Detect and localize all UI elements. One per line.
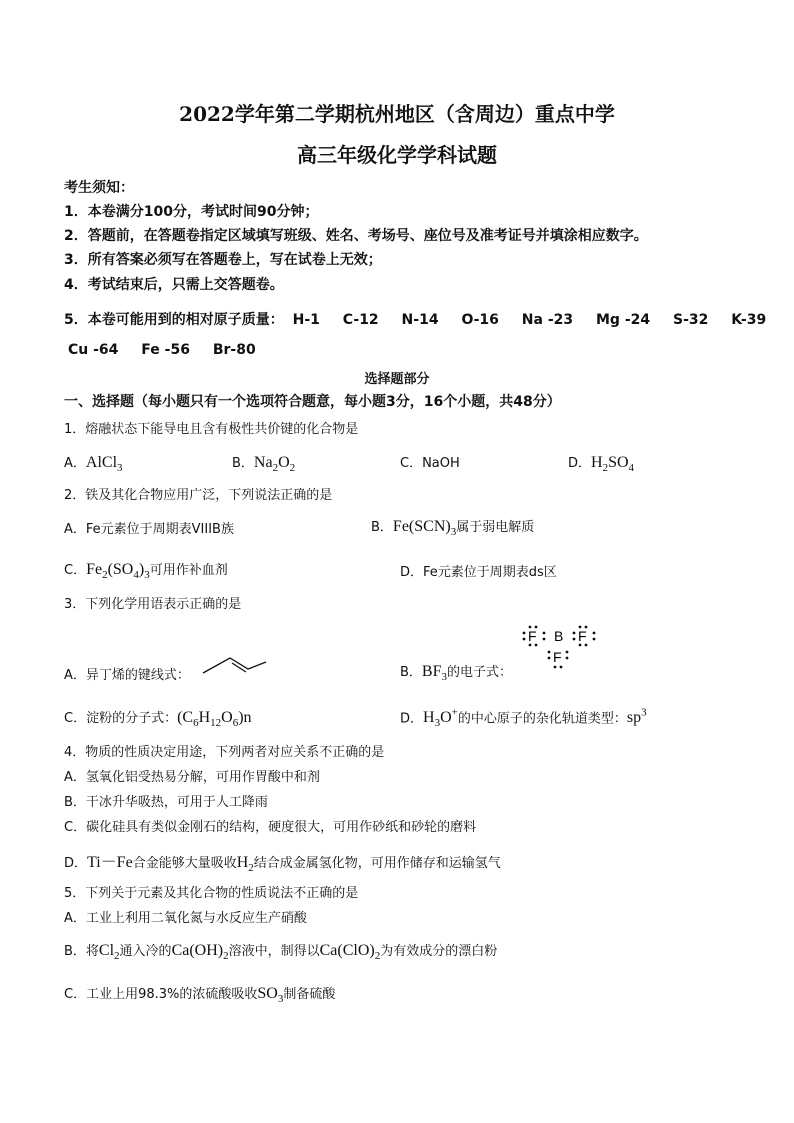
q3-option-a: A．异丁烯的键线式： xyxy=(64,668,190,683)
atomic-mass: C-12 xyxy=(342,312,379,328)
option-label: D． xyxy=(568,456,592,471)
q4-option-a: A．氢氧化铝受热易分解，可用作胃酸中和剂 xyxy=(64,770,320,785)
option-label: B． xyxy=(400,665,422,680)
atomic-mass: H-1 xyxy=(292,312,320,328)
q3-option-c xyxy=(64,707,252,729)
alloy-formula: Ti－Fe xyxy=(87,854,133,871)
q1-stem: 1．熔融状态下能导电且含有极性共价键的化合物是 xyxy=(64,422,359,437)
option-label: D． xyxy=(400,711,424,727)
bf3-b: B xyxy=(554,628,564,644)
chem-formula: $BF_3$ xyxy=(421,663,447,684)
notice-item-5 xyxy=(64,309,784,329)
q1-option-d xyxy=(568,452,634,474)
option-text: 合金能够大量吸收 xyxy=(132,856,237,871)
option-label: B． xyxy=(371,520,393,535)
option-label: B． xyxy=(232,456,254,471)
q4-option-b: B．干冰升华吸热，可用于人工降雨 xyxy=(64,795,268,810)
q2-option-a: A．Fe元素位于周期表VIIIB族 xyxy=(64,522,234,537)
formula-text: H xyxy=(591,454,603,471)
chem-formula: $Fe(SCN)_3$ xyxy=(392,518,457,539)
notice-heading: 考生须知： xyxy=(64,180,134,196)
option-text: 结合成金属氢化物，可用作储存和运输氢气 xyxy=(253,856,501,871)
option-text: 属于弱电解质 xyxy=(456,520,535,535)
chem-formula: $Ca(ClO)_2$ xyxy=(319,942,381,963)
option-text: 的电子式： xyxy=(447,665,513,680)
option-text: 通入冷的 xyxy=(119,944,172,959)
option-text: 的中心原子的杂化轨道类型： xyxy=(457,711,627,727)
chem-formula: $SO_3$ xyxy=(257,985,284,1006)
q2-option-b xyxy=(371,516,534,538)
option-text: 制备硫酸 xyxy=(283,987,336,1002)
chem-formula: $H_3O^+$ xyxy=(423,707,458,730)
option-text: 为有效成分的漂白粉 xyxy=(380,944,498,959)
q3-stem: 3．下列化学用语表示正确的是 xyxy=(64,597,242,612)
option-label: C． xyxy=(64,563,87,578)
notice-item-2: 2．答题前，在答题卷指定区域填写班级、姓名、考场号、座位号及准考证号并填涂相应数字。 xyxy=(64,228,648,244)
q5-option-b xyxy=(64,940,497,962)
notice-item-3: 3．所有答案必须写在答题卷上，写在试卷上无效； xyxy=(64,252,382,268)
q4-stem: 4．物质的性质决定用途，下列两者对应关系不正确的是 xyxy=(64,745,385,760)
chem-formula: AlCl$_3$ xyxy=(85,454,123,475)
q3-option-d xyxy=(400,707,647,730)
atomic-mass: O-16 xyxy=(461,312,499,328)
bf3-f-bottom: F xyxy=(553,649,562,665)
chem-formula: $Na_2O_2$ xyxy=(253,454,296,475)
option-text: 溶液中，制得以 xyxy=(228,944,320,959)
formula-text: Fe(SCN) xyxy=(392,518,451,535)
atomic-mass: K-39 xyxy=(731,312,767,328)
atomic-mass: S-32 xyxy=(673,312,709,328)
option-label: C． xyxy=(400,456,423,471)
chem-formula: $(C_6H_{12}O_6)n$ xyxy=(177,709,252,730)
chem-formula: $H_2$ xyxy=(236,854,254,875)
formula-text: NaOH xyxy=(422,456,460,471)
option-text: B．将 xyxy=(64,944,99,959)
q4-option-c: C．碳化硅具有类似金刚石的结构，硬度很大，可用作砂纸和砂轮的磨料 xyxy=(64,820,477,835)
option-text: 可用作补血剂 xyxy=(149,563,228,578)
q4-option-d xyxy=(64,849,501,874)
atomic-mass: Fe -56 xyxy=(141,342,190,358)
option-label: D． xyxy=(64,856,88,871)
notice-item-5-label: 5．本卷可能用到的相对原子质量： xyxy=(64,312,284,328)
q3-option-b xyxy=(400,661,512,683)
q1-option-c xyxy=(400,452,460,471)
q5-stem: 5．下列关于元素及其化合物的性质说法不正确的是 xyxy=(64,886,359,901)
chem-formula: $Ca(OH)_2$ xyxy=(171,942,229,963)
atomic-mass: Na -23 xyxy=(521,312,574,328)
section-title: 选择题部分 xyxy=(364,372,430,387)
chem-formula: $H_2SO_4$ xyxy=(591,454,635,475)
formula-text: AlCl xyxy=(85,454,118,471)
isobutene-skeletal-formula xyxy=(200,654,270,678)
q1-option-a xyxy=(64,452,123,474)
atomic-mass: Br-80 xyxy=(212,342,256,358)
bf3-f-left: F xyxy=(528,628,537,644)
atomic-mass: N-14 xyxy=(401,312,439,328)
atomic-masses-row-2 xyxy=(68,342,274,358)
atomic-mass: Mg -24 xyxy=(596,312,651,328)
bf3-f-right: F xyxy=(578,628,587,644)
option-text: C．工业上用98.3%的浓硫酸吸收 xyxy=(64,987,258,1002)
atomic-mass: Cu -64 xyxy=(68,342,119,358)
notice-item-4: 4．考试结束后，只需上交答题卷。 xyxy=(64,277,284,293)
q5-option-c xyxy=(64,983,335,1005)
option-text: C．淀粉的分子式： xyxy=(64,711,178,726)
exam-subtitle: 高三年级化学学科试题 xyxy=(297,143,497,167)
q2-option-c xyxy=(64,559,228,581)
option-label: A． xyxy=(64,456,86,471)
q5-option-a: A．工业上利用二氧化氮与水反应生产硝酸 xyxy=(64,911,307,926)
chem-formula: $Cl_2$ xyxy=(98,942,120,963)
chem-formula: $Fe_2(SO_4)_3$ xyxy=(86,561,150,582)
q2-option-d: D．Fe元素位于周期表ds区 xyxy=(400,565,557,580)
formula-text: Na xyxy=(253,454,273,471)
bf3-lewis-structure xyxy=(518,624,610,672)
q1-option-b xyxy=(232,452,295,474)
section-part-1: 一、选择题（每小题只有一个选项符合题意，每小题3分，16个小题，共48分） xyxy=(64,394,561,410)
hybridization-answer: $sp^3$ xyxy=(626,707,647,727)
q2-stem: 2．铁及其化合物应用广泛，下列说法正确的是 xyxy=(64,488,333,503)
exam-title: 2022学年第二学期杭州地区（含周边）重点中学 xyxy=(179,102,615,126)
notice-item-1: 1．本卷满分100分，考试时间90分钟； xyxy=(64,204,319,220)
